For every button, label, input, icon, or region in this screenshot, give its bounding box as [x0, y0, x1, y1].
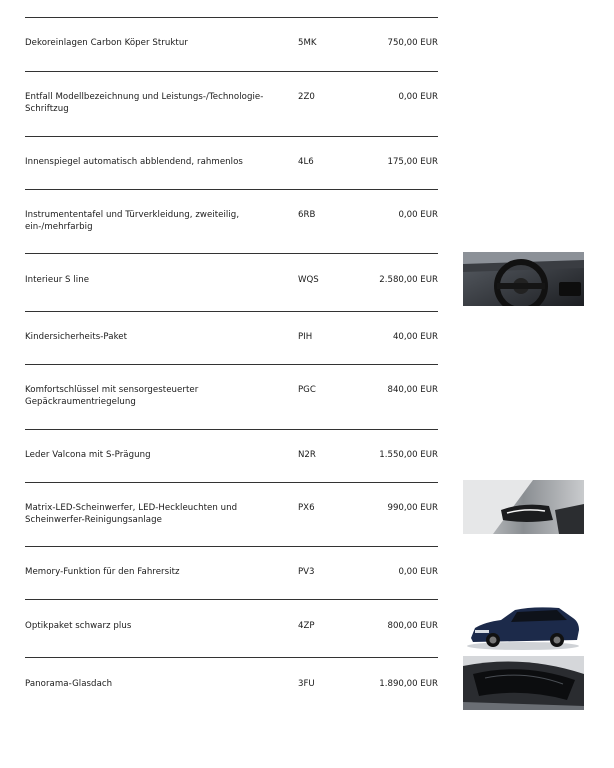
- option-name: Memory-Funktion für den Fahrersitz: [25, 567, 180, 577]
- steering-wheel-illustration: [463, 252, 584, 306]
- table-row: [25, 17, 438, 71]
- option-price: 175,00 EUR: [387, 157, 438, 167]
- option-code: 5MK: [298, 38, 317, 48]
- option-name: Entfall Modellbezeichnung und Leistungs-/Technologie-Schriftzug: [25, 92, 264, 114]
- option-price: 840,00 EUR: [387, 385, 438, 395]
- option-name: Komfortschlüssel mit sensorgesteuerter Gepäckraumentriegelung: [25, 385, 199, 407]
- option-name: Dekoreinlagen Carbon Köper Struktur: [25, 38, 188, 48]
- interior-image: [463, 252, 584, 306]
- option-price: 990,00 EUR: [387, 503, 438, 513]
- table-row: [25, 189, 438, 253]
- option-code: PV3: [298, 567, 315, 577]
- table-row: [25, 253, 438, 311]
- headlight-image: [463, 480, 584, 534]
- option-price: 40,00 EUR: [392, 332, 438, 342]
- option-code: 3FU: [298, 679, 315, 689]
- option-code: 6RB: [298, 210, 316, 220]
- option-price: 1.550,00 EUR: [379, 450, 438, 460]
- option-code: 2Z0: [298, 92, 315, 102]
- table-row: [25, 311, 438, 364]
- roof-image: [463, 656, 584, 710]
- table-row: [25, 136, 438, 189]
- option-code: 4ZP: [298, 621, 315, 631]
- table-row: [25, 599, 438, 657]
- option-name: Instrumententafel und Türverkleidung, zweiteilig, ein-/mehrfarbig: [25, 210, 240, 232]
- table-row: [25, 546, 438, 599]
- car-illustration: [463, 598, 584, 652]
- option-price: 2.580,00 EUR: [379, 275, 438, 285]
- headlight-illustration: [463, 480, 584, 534]
- table-row: [25, 71, 438, 136]
- panorama-roof-illustration: [463, 656, 584, 710]
- table-row: [25, 429, 438, 482]
- car-image: [463, 598, 584, 652]
- table-row: [25, 364, 438, 429]
- option-code: PGC: [298, 385, 316, 395]
- option-code: 4L6: [298, 157, 314, 167]
- table-row: [25, 482, 438, 546]
- option-price: 750,00 EUR: [387, 38, 438, 48]
- option-name: Leder Valcona mit S-Prägung: [25, 450, 151, 460]
- options-list: [25, 17, 438, 715]
- option-code: WQS: [298, 275, 319, 285]
- table-row: [25, 657, 438, 715]
- option-price: 0,00 EUR: [398, 567, 438, 577]
- option-name: Kindersicherheits-Paket: [25, 332, 128, 342]
- option-name: Interieur S line: [25, 275, 90, 285]
- option-price: 0,00 EUR: [398, 210, 438, 220]
- option-name: Matrix-LED-Scheinwerfer, LED-Heckleuchten und Scheinwerfer-Reinigungsanlage: [25, 503, 238, 525]
- option-code: PX6: [298, 503, 315, 513]
- option-price: 1.890,00 EUR: [379, 679, 438, 689]
- option-price: 800,00 EUR: [387, 621, 438, 631]
- option-name: Panorama-Glasdach: [25, 679, 113, 689]
- option-code: PIH: [298, 332, 313, 342]
- option-code: N2R: [298, 450, 316, 460]
- option-price: 0,00 EUR: [398, 92, 438, 102]
- option-name: Optikpaket schwarz plus: [25, 621, 132, 631]
- option-name: Innenspiegel automatisch abblendend, rahmenlos: [25, 157, 243, 167]
